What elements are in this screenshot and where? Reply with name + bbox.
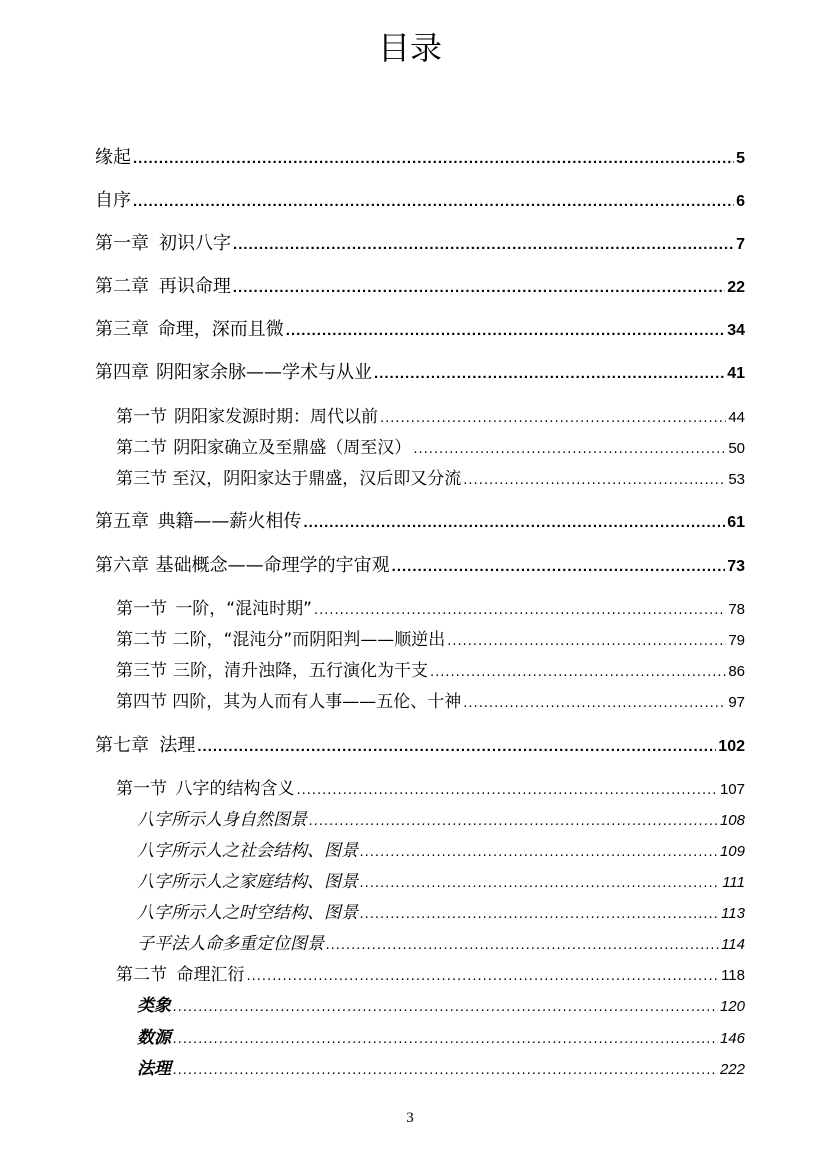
dot-leader [447, 630, 726, 654]
toc-chapter-number: 第五章 [95, 511, 149, 532]
dot-leader [360, 841, 718, 865]
toc-entry[interactable] [95, 275, 745, 299]
toc-page-number: 73 [727, 558, 745, 575]
dot-leader [326, 934, 719, 958]
toc-page-number: 44 [728, 409, 745, 426]
dot-leader [133, 147, 734, 171]
toc-chapter-number: 第二章 [95, 276, 149, 297]
toc-section-number: 第一节 [116, 599, 167, 619]
toc-entry-title: 子平法人命多重定位图景 [137, 934, 324, 954]
toc-entry-title: 法理 [137, 1059, 171, 1079]
toc-section-number: 第二节 [116, 438, 167, 458]
dot-leader [197, 735, 716, 759]
toc-entry[interactable] [137, 839, 745, 863]
page-title: 目录 [377, 29, 442, 67]
dot-leader [463, 469, 726, 493]
dot-leader [392, 555, 726, 579]
dot-leader [309, 810, 718, 834]
toc-entry[interactable] [137, 994, 745, 1018]
toc-section-number: 第一节 [116, 407, 167, 427]
dot-leader [360, 903, 719, 927]
toc-entry[interactable] [116, 963, 745, 987]
page-number: 3 [406, 1110, 414, 1126]
toc-page-number: 222 [719, 1061, 745, 1078]
toc-section-number: 第三节 [116, 469, 167, 489]
toc-chapter-number: 第一章 [95, 233, 149, 254]
toc-entry-title: 法理 [159, 735, 196, 756]
toc-page-number: 34 [727, 322, 745, 339]
toc-entry-title: 阴阳家余脉——学术与从业 [156, 362, 373, 383]
toc-page-number: 146 [719, 1030, 745, 1047]
toc-entry[interactable] [116, 405, 745, 429]
dot-leader [303, 511, 725, 535]
dot-leader [374, 362, 725, 386]
toc-entry[interactable] [116, 597, 745, 621]
dot-leader [314, 599, 726, 623]
toc-entry-title: 三阶，清升浊降，五行演化为干支 [172, 661, 428, 681]
toc-entry[interactable] [95, 734, 745, 758]
toc-entry-title: 一阶，“混沌时期” [175, 599, 312, 619]
dot-leader [173, 1059, 718, 1083]
toc-entry[interactable] [95, 361, 745, 385]
toc-page-number: 114 [721, 936, 745, 953]
toc-page-number: 79 [728, 632, 745, 649]
toc-page-number: 113 [721, 905, 745, 922]
toc-page-number: 41 [727, 365, 745, 382]
toc-entry[interactable] [137, 901, 745, 925]
dot-leader [173, 1028, 718, 1052]
dot-leader [173, 996, 718, 1020]
toc-entry-title: 命理汇衍 [176, 965, 245, 985]
toc-entry[interactable] [95, 318, 745, 342]
toc-entry-title: 阴阳家发源时期：周代以前 [173, 407, 378, 427]
dot-leader [463, 692, 726, 716]
toc-entry[interactable] [137, 1057, 745, 1081]
toc-page-number: 53 [728, 471, 745, 488]
toc-entry-title: 八字所示人身自然图景 [137, 810, 307, 830]
toc-entry-title: 基础概念——命理学的宇宙观 [155, 555, 390, 576]
dot-leader [297, 779, 718, 803]
toc-entry-title: 数源 [137, 1028, 171, 1048]
toc-page-number: 6 [736, 193, 745, 210]
toc-page-number: 7 [736, 236, 745, 253]
toc-chapter-number: 第六章 [95, 555, 149, 576]
toc-page-number: 118 [721, 967, 745, 984]
toc-page-number: 111 [722, 874, 745, 891]
dot-leader [380, 407, 726, 431]
toc-entry[interactable] [137, 870, 745, 894]
toc-page-number: 120 [719, 998, 745, 1015]
dot-leader [233, 276, 725, 300]
toc-page-number: 5 [736, 150, 745, 167]
toc-entry[interactable] [95, 510, 745, 534]
toc-entry[interactable] [95, 146, 745, 170]
dot-leader [247, 965, 720, 989]
toc-entry-title: 初识八字 [159, 233, 232, 254]
toc-entry[interactable] [116, 628, 745, 652]
toc-page-number: 61 [727, 514, 745, 531]
toc-entry[interactable] [137, 808, 745, 832]
toc-entry-title: 再识命理 [158, 276, 231, 297]
toc-entry-title: 命理，深而且微 [157, 319, 284, 340]
toc-entry[interactable] [137, 932, 745, 956]
toc-entry-title: 八字所示人之家庭结构、图景 [137, 872, 358, 892]
dot-leader [360, 872, 720, 896]
toc-entry[interactable] [116, 467, 745, 491]
toc-entry[interactable] [95, 232, 745, 256]
toc-page-number: 109 [719, 843, 745, 860]
toc-entry[interactable] [116, 659, 745, 683]
toc-page-number: 108 [719, 812, 745, 829]
toc-entry[interactable] [116, 777, 745, 801]
dot-leader [286, 319, 725, 343]
toc-entry-title: 八字所示人之时空结构、图景 [137, 903, 358, 923]
dot-leader [133, 190, 734, 214]
toc-page-number: 22 [727, 279, 745, 296]
toc-entry[interactable] [95, 189, 745, 213]
toc-entry-title: 典籍——薪火相传 [157, 511, 302, 532]
toc-section-number: 第一节 [116, 779, 167, 799]
toc-entry-title: 四阶，其为人而有人事——五伦、十神 [172, 692, 462, 712]
dot-leader [233, 233, 734, 257]
toc-page-number: 78 [728, 601, 745, 618]
toc-entry-title: 阴阳家确立及至鼎盛（周至汉） [173, 438, 412, 458]
toc-entry-title: 缘起 [95, 147, 131, 168]
toc-page-number: 102 [718, 738, 745, 755]
toc-entry[interactable] [137, 1026, 745, 1050]
toc-page-number: 97 [728, 694, 745, 711]
toc-entry[interactable] [95, 554, 745, 578]
toc-page-number: 107 [719, 781, 745, 798]
toc-chapter-number: 第三章 [95, 319, 149, 340]
dot-leader [430, 661, 726, 685]
toc-entry[interactable] [116, 690, 745, 714]
toc-chapter-number: 第七章 [95, 735, 149, 756]
toc-section-number: 第二节 [116, 965, 167, 985]
toc-page-number: 50 [728, 440, 745, 457]
toc-entry[interactable] [116, 436, 745, 460]
toc-entry-title: 八字所示人之社会结构、图景 [137, 841, 358, 861]
toc-section-number: 第三节 [116, 661, 167, 681]
toc-entry-title: 自序 [95, 190, 131, 211]
toc-section-number: 第二节 [116, 630, 167, 650]
toc-entry-title: 至汉，阴阳家达于鼎盛，汉后即又分流 [172, 469, 462, 489]
toc-entry-title: 二阶，“混沌分”而阴阳判——顺逆出 [172, 630, 446, 650]
dot-leader [413, 438, 726, 462]
toc-chapter-number: 第四章 [95, 362, 149, 383]
toc-page-number: 86 [728, 663, 745, 680]
toc-entry-title: 八字的结构含义 [175, 779, 295, 799]
toc-section-number: 第四节 [116, 692, 167, 712]
toc-entry-title: 类象 [137, 996, 171, 1016]
